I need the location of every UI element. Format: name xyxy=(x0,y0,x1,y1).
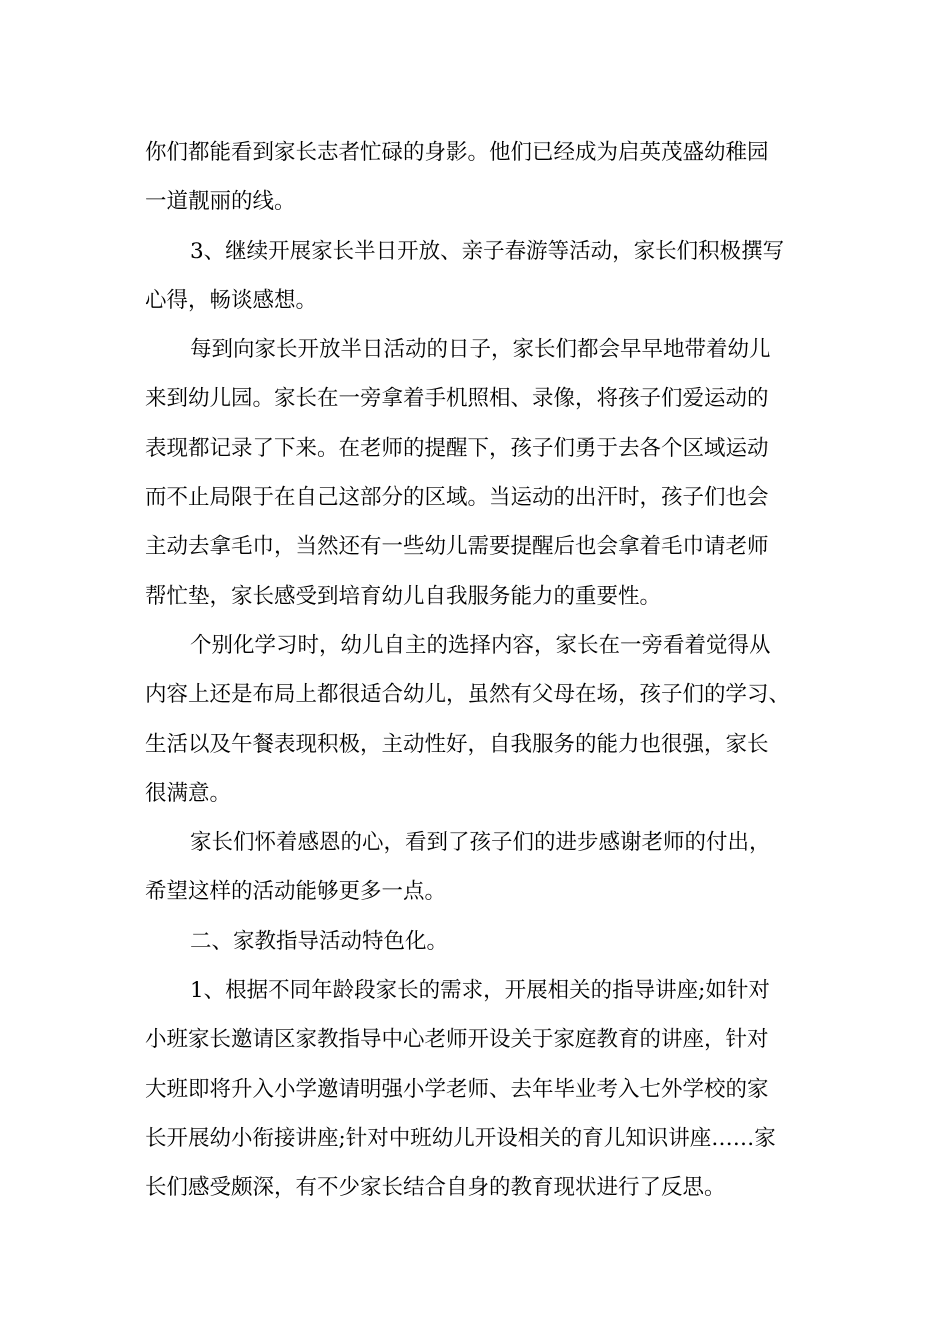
paragraph-line: 3、继续开展家长半日开放、亲子春游等活动，家长们积极撰写 xyxy=(190,238,785,264)
paragraph-line: 小班家长邀请区家教指导中心老师开设关于家庭教育的讲座，针对 xyxy=(145,1027,769,1053)
paragraph-3 xyxy=(145,325,825,621)
paragraph-2 xyxy=(145,227,825,326)
paragraph-line: 每到向家长开放半日活动的日子，家长们都会早早地带着幼儿 xyxy=(190,337,771,363)
paragraph-line: 希望这样的活动能够更多一点。 xyxy=(145,879,447,905)
paragraph-1 xyxy=(145,128,825,227)
paragraph-line: 表现都记录了下来。在老师的提醒下，孩子们勇于去各个区域运动 xyxy=(145,435,769,461)
paragraph-line: 长开展幼小衔接讲座;针对中班幼儿开设相关的育儿知识讲座……家 xyxy=(145,1125,776,1151)
paragraph-4 xyxy=(145,621,825,818)
paragraph-line: 你们都能看到家长志者忙碌的身影。他们已经成为启英茂盛幼稚园 xyxy=(145,140,769,165)
paragraph-line: 很满意。 xyxy=(145,780,232,806)
section-heading xyxy=(145,917,825,966)
paragraph-line: 长们感受颇深，有不少家长结合自身的教育现状进行了反思。 xyxy=(145,1175,726,1201)
document-body xyxy=(145,128,825,1213)
paragraph-line: 主动去拿毛巾，当然还有一些幼儿需要提醒后也会拿着毛巾请老师 xyxy=(145,534,769,560)
paragraph-line: 大班即将升入小学邀请明强小学老师、去年毕业考入七外学校的家 xyxy=(145,1076,769,1102)
paragraph-line: 帮忙垫，家长感受到培育幼儿自我服务能力的重要性。 xyxy=(145,583,662,609)
paragraph-line: 一道靓丽的线。 xyxy=(145,189,296,215)
paragraph-5 xyxy=(145,818,825,917)
paragraph-line: 生活以及午餐表现积极，主动性好，自我服务的能力也很强，家长 xyxy=(145,731,769,757)
paragraph-line: 个别化学习时，幼儿自主的选择内容，家长在一旁看着觉得从 xyxy=(190,632,771,658)
paragraph-line: 来到幼儿园。家长在一旁拿着手机照相、录像，将孩子们爱运动的 xyxy=(145,386,769,412)
paragraph-line: 二、家教指导活动特色化。 xyxy=(190,928,449,954)
paragraph-line: 心得，畅谈感想。 xyxy=(145,287,318,313)
paragraph-line: 内容上还是布局上都很适合幼儿，虽然有父母在场，孩子们的学习、 xyxy=(145,682,791,708)
paragraph-7 xyxy=(145,966,825,1212)
paragraph-line: 1、根据不同年龄段家长的需求，开展相关的指导讲座;如针对 xyxy=(190,978,770,1004)
paragraph-line: 而不止局限于在自己这部分的区域。当运动的出汗时，孩子们也会 xyxy=(145,485,769,511)
paragraph-line: 家长们怀着感恩的心，看到了孩子们的进步感谢老师的付出， xyxy=(190,830,771,856)
